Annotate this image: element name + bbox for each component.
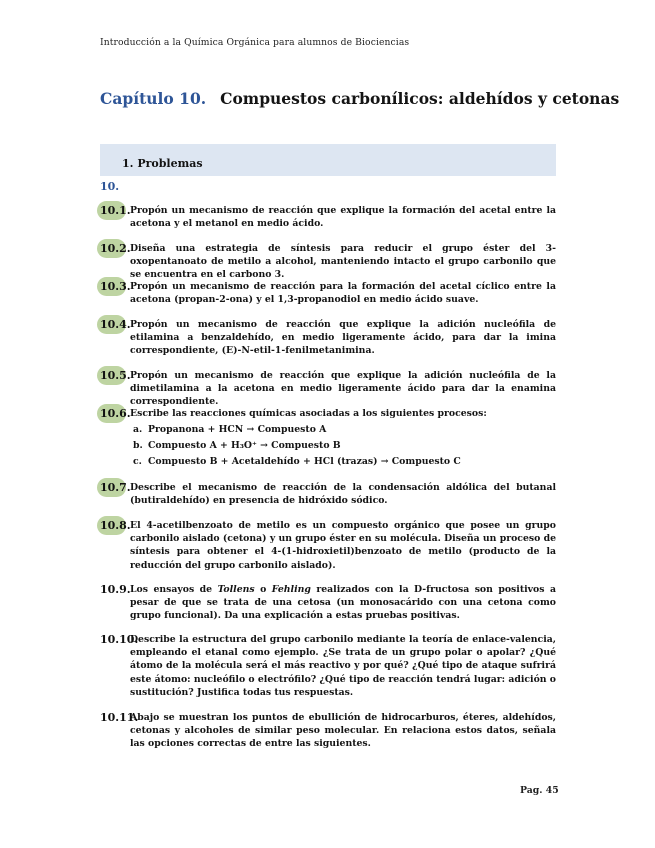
problem-number: 10.9. bbox=[100, 583, 131, 596]
sub-item-c bbox=[133, 456, 461, 467]
chapter-heading bbox=[100, 89, 619, 108]
section-header-bar bbox=[100, 144, 556, 176]
problem-number: 10.11. bbox=[100, 711, 139, 724]
section-number: 10. bbox=[100, 180, 120, 193]
problem-10-11 bbox=[100, 711, 556, 751]
running-header: Introducción a la Química Orgánica para alumnos de Biociencias bbox=[100, 37, 410, 48]
sub-letter: b. bbox=[133, 440, 143, 451]
problem-text: El 4-acetilbenzoato de metilo es un compuesto orgánico que posee un grupo carbonilo aislado (cetona) y un grupo éster en su molécula. Diseña un proceso de síntesis para obtener el 4-(1-hidroxietil)benzoato de metilo (producto de la reducción del grupo carbonilo aislado). bbox=[130, 520, 556, 571]
chapter-title: Compuestos carbonílicos: aldehídos y cetonas bbox=[220, 89, 620, 108]
sub-text: Propanona + HCN → Compuesto A bbox=[148, 424, 327, 435]
fehling-term: Fehling bbox=[271, 584, 311, 595]
page-number: Pag. 45 bbox=[520, 785, 559, 796]
problem-text: Escribe las reacciones químicas asociadas a los siguientes procesos: bbox=[130, 408, 487, 419]
problem-10-1 bbox=[100, 204, 556, 230]
problem-text: Diseña una estrategia de síntesis para reducir el grupo éster del 3-oxopentanoato de metilo a alcohol, manteniendo intacto el grupo carbonilo que se encuentra en el carbono 3. bbox=[130, 243, 556, 281]
problem-10-4 bbox=[100, 318, 556, 358]
problem-number: 10.3. bbox=[100, 280, 131, 293]
problem-10-7 bbox=[100, 481, 556, 507]
problem-number: 10.7. bbox=[100, 481, 131, 494]
problem-10-8 bbox=[100, 519, 556, 572]
problem-text: Propón un mecanismo de reacción que explique la adición nucleófila de etilamina a benzaldehído, en medio ligeramente ácido, para dar la imina correspondiente, (E)-N-etil-1-fenilmetanimina. bbox=[130, 319, 556, 357]
problem-text: Describe la estructura del grupo carbonilo mediante la teoría de enlace-valencia, empleando el etanal como ejemplo. ¿Se trata de un grupo polar o apolar? ¿Qué átomo de la molécula será el más reactivo y por qué? ¿Qué tipo de ataque sufrirá este átomo: nucleófilo o electrófilo? ¿Qué tipo de reacción tendrá lugar: adición o sustitución? Justifica todas tus respuestas. bbox=[130, 634, 556, 698]
problem-10-3 bbox=[100, 280, 556, 306]
problem-10-9 bbox=[100, 583, 556, 623]
problem-number: 10.4. bbox=[100, 318, 131, 331]
problem-number: 10.8. bbox=[100, 519, 131, 532]
problem-number: 10.1. bbox=[100, 204, 131, 217]
tollens-term: Tollens bbox=[217, 584, 255, 595]
sub-text: Compuesto B + Acetaldehído + HCl (trazas) → Compuesto C bbox=[148, 456, 461, 467]
section-title: 1. Problemas bbox=[122, 157, 203, 170]
problem-text: Abajo se muestran los puntos de ebullición de hidrocarburos, éteres, aldehídos, cetonas y alcoholes de similar peso molecular. En relaciona estos datos, señala las opciones correctas de entre las siguientes. bbox=[130, 712, 556, 750]
chapter-number: Capítulo 10. bbox=[100, 89, 207, 108]
problem-text: Los ensayos de Tollens o Fehling realizados con la D-fructosa son positivos a pesar de que se trata de una cetosa (un monosacárido con una cetona como grupo funcional). Da una explicación a estas pruebas positivas. bbox=[130, 584, 556, 622]
problem-number: 10.2. bbox=[100, 242, 131, 255]
problem-number: 10.5. bbox=[100, 369, 131, 382]
sub-item-b bbox=[133, 440, 341, 451]
problem-10-10 bbox=[100, 633, 556, 699]
problem-text: Propón un mecanismo de reacción que explique la formación del acetal entre la acetona y el metanol en medio ácido. bbox=[130, 205, 556, 230]
problem-10-5 bbox=[100, 369, 556, 409]
problem-10-2 bbox=[100, 242, 556, 282]
problem-number: 10.10. bbox=[100, 633, 139, 646]
sub-item-a bbox=[133, 424, 326, 435]
problem-10-6 bbox=[100, 407, 556, 420]
sub-letter: c. bbox=[133, 456, 142, 467]
problem-number: 10.6. bbox=[100, 407, 131, 420]
problem-text: Propón un mecanismo de reacción que explique la adición nucleófila de la dimetilamina a la acetona en medio ligeramente ácido para dar la enamina correspondiente. bbox=[130, 370, 556, 408]
sub-letter: a. bbox=[133, 424, 143, 435]
sub-text: Compuesto A + H₃O⁺ → Compuesto B bbox=[148, 440, 341, 451]
problem-text: Propón un mecanismo de reacción para la formación del acetal cíclico entre la acetona (propan-2-ona) y el 1,3-propanodiol en medio ácido suave. bbox=[130, 281, 556, 306]
problem-text: Describe el mecanismo de reacción de la condensación aldólica del butanal (butiraldehído) en presencia de hidróxido sódico. bbox=[130, 482, 556, 507]
